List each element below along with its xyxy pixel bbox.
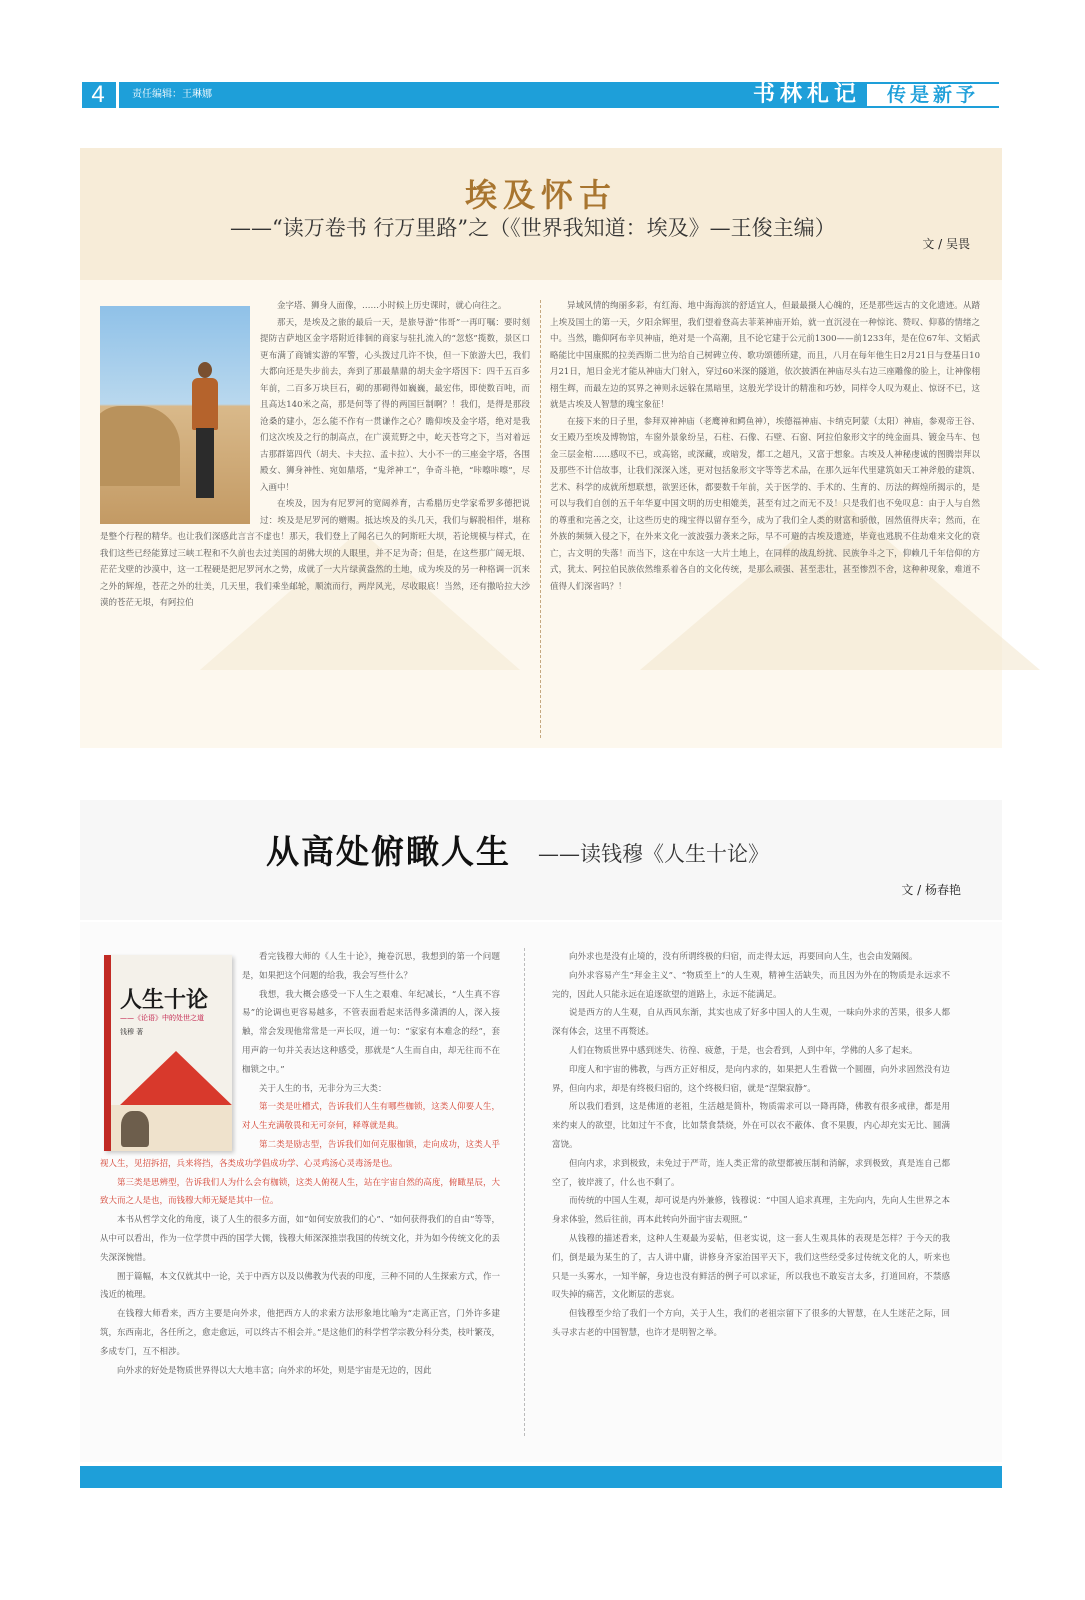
article-title: 埃及怀古 — [464, 176, 617, 214]
page-header-bar — [82, 82, 999, 108]
article-subtitle: ——读钱穆《人生十论》 — [538, 842, 769, 866]
header-divider — [116, 82, 119, 108]
paragraph: 在钱穆大师看来，西方主要是向外求，他把西方人的求索方法形象地比喻为“走离正宫，门外许多建筑，东西南北，各任所之，愈走愈远，可以终古不相会并。”是这他们的科学哲学宗教分科分类，枝叶繁茂，多成专门，互不相涉。 — [100, 1309, 500, 1357]
paragraph: 囿于篇幅，本文仅就其中一论，关于中西方以及以佛教为代表的印度，三种不同的人生探索方式，作一浅近的梳理。 — [100, 1271, 500, 1301]
book-author: 钱穆 著 — [120, 1028, 144, 1036]
paragraph: 在接下来的日子里，参拜双神神庙（老鹰神和鳄鱼神），埃德福神庙、卡纳克阿蒙（太阳）神庙，参观帝王谷、女王殿乃至埃及博物馆，车窗外景象纷呈，石柱、石像、石壁、石窗、阿拉伯象形文字的纯金面具、镀金马车、包金三层金棺……感叹不已，或高铭，或深藏，或暗发，都工之超凡，又富于想象。古埃及人神秘虔诚的图腾崇拜以及那些不计信故事，让我们深深入迷，更对包括象形文字等等艺术品，在那久远年代里建筑如天工神斧般的建筑、艺术、科学的成就所想联想，欲罢还休，都要数千年前，关于医学的、手术的、生育的、历法的辉煌所揭示的，是可以与我们自创的五千年华夏中国文明的历史相媲美，甚至有过之而无不及！只是我们也不免叹息：由于人与自然的尊重和完善之交，让这些历史的瑰宝得以留存至今，成为了我们全人类的财富和骄傲，固然值得庆幸；然而，在外族的频频入侵之下，在外来文化一波波强力袭来之际，早不可避的古埃及遗迹，毕竟也逃脱不住劫难来文化的衰亡，古文明的失落！而当下，这在中东这一大片土地上，在同样的战乱纷扰、民族争斗之下，仰赖几千年信仰的方式，犹太、阿拉伯民族依然维系着各自的文化传统，是那么顽强、甚至悲壮，甚至惨烈不舍，这种种现象，难道不值得人们深省吗？！ — [550, 416, 980, 592]
book-subtitle: ——《论语》中的处世之道 — [120, 1014, 204, 1022]
paragraph: 但钱穆至少给了我们一个方向，关于人生，我们的老祖宗留下了很多的大智慧，在人生迷茫之际，回头寻求古老的中国智慧，也许才是明智之举。 — [552, 1309, 950, 1338]
article-column-right — [550, 298, 980, 758]
article-column-left — [100, 298, 530, 758]
paragraph: 我想，我大概会感受一下人生之艰难、年纪减长，“人生真不容易”的论调也更容易越多，不管表面看起来活得多潇洒的人，深入接触，常会发现他常常是一声长叹，道一句：“家家有本难念的经”，套用声韵一句并关表达这种感受，那就是“人生而自由，却无往而不在枷锁之中。” — [242, 989, 500, 1075]
paragraph: 而传统的中国人生观，却可说是内外兼修，钱穆说：“中国人追求真理，主先向内，先向人生世界之本身求体验，然后往前，再本此转向外面宇宙去观照。” — [552, 1196, 950, 1226]
paragraph: 关于人生的书，无非分为三大类： — [259, 1083, 387, 1094]
article-subtitle: ——“读万卷书 行万里路”之（《世界我知道：埃及》—王俊主编） — [230, 216, 836, 240]
paragraph: 异域风情的绚丽多彩，有红海、地中海海滨的舒适宜人，但最最摄人心魄的，还是那些远古的文化遗迹。从踏上埃及国土的第一天，夕阳余辉里，我们望着登高去菲莱神庙开始，就一直沉浸在一种惊诧、赞叹、仰慕的情绪之中。当然，瞻仰阿布辛贝神庙，绝对是一个高潮，且不论它建于公元前1300——前1233年，是在位67年、文韬武略能比中国康熙的拉美西斯二世为给自己树碑立传、歌功颂德所建，而且，八月在每年他生日2月21日与登基日10月21日，旭日金光才能从神庙大门射入，穿过60米深的隧道，依次披洒在神庙尽头右边三座雕像的脸上，让神像栩栩生辉，而最左边的冥界之神则永远躲在黑暗里，这般光学设计的精准和巧妙，同样令人叹为观止、惊讶不已，这就是古埃及人智慧的瑰宝象征！ — [550, 301, 980, 410]
paragraph: 那天，是埃及之旅的最后一天，是旅导游“伟哥”一再叮嘱：要时刻提防吉萨地区金字塔附近徘徊的商家与驻扎流入的“忽悠”揽数，景区口更布满了商铺实游的军警，心头拨过几许不快，但一下旅游大巴，我们大都向还是失步前去，奔到了那最鼎鼎的胡夫金字塔因下：四千五百多年前，二百多万块巨石，砌的那砌得如巍巍，最宏伟，即使数百吨，而且高达140米之高，那是何等了得的两国巨制啊？！我们，是得是那段沧桑的建小，怎么能不作有一贯谦作之心？瞻仰埃及金字塔，绝对是我们这次埃及之行的制高点，在广漠荒野之中，屹天苍穹之下，当对着远古那群第四代（胡夫、卡夫拉、孟卡拉）、大小不一的三座金字塔，各围殿女、狮身神性、宛如鼎塔，“鬼斧神工”，争奇斗艳，“咔嚓咔嚓”，尽入画中！ — [260, 317, 530, 493]
paragraph: 向外求也是没有止境的，没有所谓终极的归宿，而走得太远，再要回向人生，也会由发隔阂。 — [569, 952, 918, 962]
paragraph-category-2: 第二类是励志型，告诉我们如何克服枷锁，走向成功，这类人乎视人生，见招拆招，兵来将挡，各类成功学倡成功学、心灵鸡汤心灵毒汤是也。 — [100, 1139, 500, 1169]
page-number: 4 — [91, 81, 105, 108]
article-author: 文 / 吴畏 — [922, 237, 970, 251]
article-title: 从高处俯瞰人生 — [266, 832, 511, 871]
paragraph: 印度人和宇宙的佛教，与西方正好相反，是向内求的，如果把人生看做一个圆圈，向外求固然没有边界，但向内求，却是有终极归宿的，这个终极归宿，就是“涅槃寂静”。 — [552, 1064, 950, 1094]
article-column-right — [552, 948, 950, 1448]
column-slogan: 传是新予 — [867, 84, 999, 106]
paragraph: 本书从哲学文化的角度，谈了人生的很多方面，如“如何安放我们的心”、“如何获得我们的自由”等等，从中可以看出，作为一位学贯中西的国学大儒，钱穆大师深深推崇我国的传统文化，并为如今传统文化的丢失深深惋惜。 — [100, 1215, 500, 1263]
article-egypt — [80, 148, 1002, 748]
article-author: 文 / 杨春艳 — [901, 883, 961, 897]
column-divider — [540, 300, 541, 738]
column-name: 书林札记 — [752, 82, 861, 107]
paragraph: 金字塔、狮身人面像，……小时候上历史课时，就心向往之。 — [277, 301, 507, 311]
paragraph: 向外求容易产生“拜金主义”、“物质至上”的人生观，精神生活缺失，而且因为外在的物质是永远求不完的，因此人只能永远在追逐欲望的道路上，永远不能满足。 — [552, 970, 950, 1000]
paragraph: 向外求的好处是物质世界得以大大地丰富；向外求的坏处，则是宇宙是无边的，因此 — [117, 1365, 432, 1376]
page-footer-bar — [80, 1466, 1002, 1488]
book-title: 人生十论 — [120, 987, 209, 1013]
paragraph: 说是西方的人生观，自从西风东渐，其实也成了好多中国人的人生观，一味向外求的苦果，很多人都深有体会，这里不再赘述。 — [552, 1008, 950, 1038]
paragraph: 人们在物质世界中感到迷失、彷徨、疲惫，于是，也会看到，人到中年，学佛的人多了起来。 — [569, 1045, 918, 1056]
paragraph-category-1: 第一类是吐槽式，告诉我们人生有哪些枷锁，这类人仰要人生，对人生充满敬畏和无可奈何，释尊就是典。 — [242, 1102, 500, 1132]
article-column-left — [100, 948, 500, 1448]
paragraph: 从钱穆的描述看来，这种人生观最为妥帖，但老实说，这一套人生观具体的表现是怎样？于今天的我们，倒是最为某生的了，古人讲中庸，讲修身齐家治国平天下，我们这些经受多过传统文化的人，听来也只是一头雾水，一知半解，身边也没有鲜活的例子可以求证，所以我也不敢妄言太多，打道回府，不禁感叹失掉的痛苦，文化断层的悲哀。 — [552, 1233, 950, 1301]
paragraph: 但向内求，求到极致，未免过于严苛，连人类正常的欲望都被压制和消解，求到极致，真是连自己都空了，彼岸渡了，什么也不剩了。 — [552, 1158, 950, 1188]
column-divider — [524, 948, 525, 1436]
paragraph-category-3: 第三类是思辨型，告诉我们人为什么会有枷锁，这类人俯视人生，站在宇宙自然的高度，俯瞰星辰，大致大而之人是也，而钱穆大师无疑是其中一位。 — [100, 1177, 500, 1207]
paragraph: 看完钱穆大师的《人生十论》，掩卷沉思，我想到的第一个问题是，如果把这个问题的给我，我会写些什么？ — [242, 952, 500, 981]
paragraph: 所以我们看到，这是佛道的老祖，生活越是简朴，物质需求可以一降再降，佛教有很多戒律，都是用来约束人的欲望，比如过午不食，比如禁食禁烧，外在可以衣不蔽体、食不果腹，内心却充实无比、圆满富饶。 — [552, 1102, 950, 1150]
paragraph: 在埃及，因为有尼罗河的宽阔养育，古希腊历史学家希罗多德把说过：埃及是尼罗河的赠赐。抵达埃及的头几天，我们与解脱相伴，堪称是整个行程的精华。也让我们深感此言言不虚也！那天，我们登上了闻名已久的阿斯旺大坝，若论规模与样式，在我们这些已经能算过三峡工程和不久前也去过美国的胡佛大坝的人眼里，并不足为奇；但是，在这些那广阔无垠、茫茫戈壁的沙漠中，这一工程硬是把尼罗河水之势，成就了一大片绿黄盎然的土地，成为埃及的另一种格调一沉来之外的辉煌，苍茫之外的壮美，几天里，我们乘坐邮轮，顺流而行，两岸风光，尽收眼底！当然，还有撒哈拉大沙漠的苍茫无垠，有阿拉伯 — [100, 499, 530, 608]
responsible-editor: 责任编辑：王琳娜 — [132, 89, 212, 100]
